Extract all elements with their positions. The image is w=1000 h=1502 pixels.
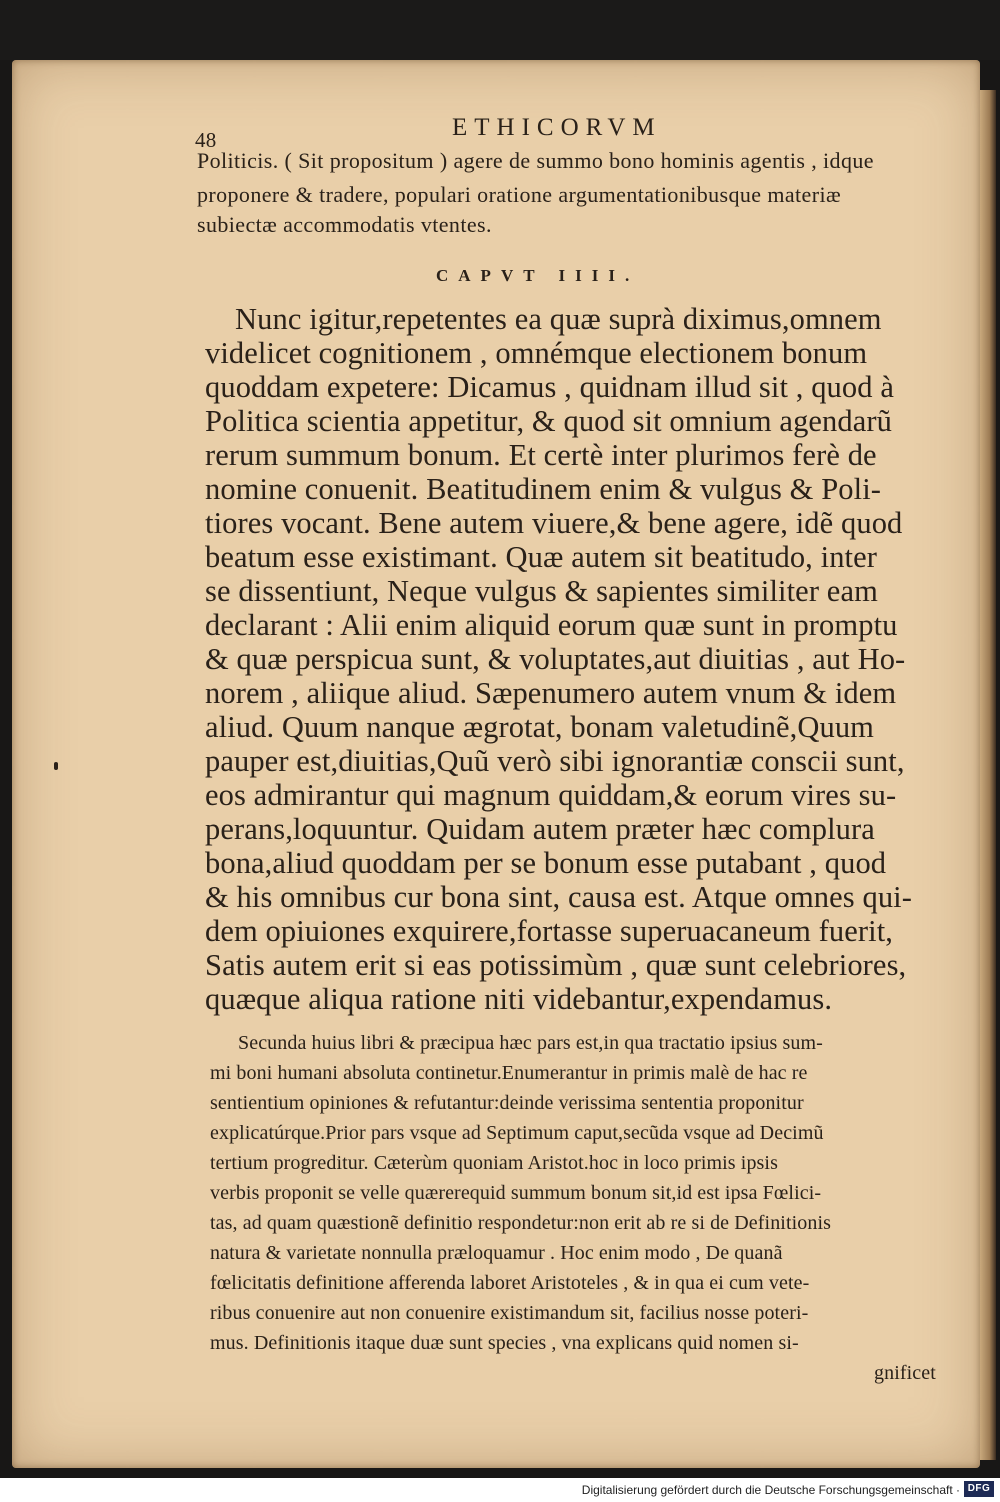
- commentary-line: verbis proponit se velle quærerequid summum bonum sit,id est ipsa Fœlici-: [210, 1182, 822, 1204]
- main-text-line: eos admirantur qui magnum quiddam,& eorum vires su-: [205, 778, 897, 812]
- commentary-line: natura & varietate nonnulla præloquamur . Hoc enim modo , De quanã: [210, 1242, 783, 1264]
- main-text-line: tiores vocant. Bene autem viuere,& bene agere, idẽ quod: [205, 506, 903, 540]
- main-text-line: declarant : Alii enim aliquid eorum quæ sunt in promptu: [205, 608, 898, 642]
- main-text-line: Politica scientia appetitur, & quod sit omnium agendarũ: [205, 404, 892, 438]
- main-text-line: quoddam expetere: Dicamus , quidnam illud sit , quod à: [205, 370, 894, 404]
- main-text-line: aliud. Quum nanque ægrotat, bonam valetudinẽ,Quum: [205, 710, 874, 744]
- top-passage-line: subiectæ accommodatis vtentes.: [197, 212, 492, 237]
- commentary-line: tertium progreditur. Cæterùm quoniam Aristot.hoc in loco primis ipsis: [210, 1152, 778, 1174]
- main-text-line: nomine conuenit. Beatitudinem enim & vulgus & Poli-: [205, 472, 882, 506]
- commentary-line: ribus conuenire aut non conuenire existimandum sit, facilius nosse poteri-: [210, 1302, 809, 1324]
- main-text-line: & quæ perspicua sunt, & voluptates,aut diuitias , aut Ho-: [205, 642, 906, 676]
- page-edge-shadow: [980, 90, 996, 1460]
- main-text-line: videlicet cognitionem , omnémque electionem bonum: [205, 336, 868, 370]
- main-text-line: norem , aliique aliud. Sæpenumero autem vnum & idem: [205, 676, 897, 710]
- main-text-line: Satis autem erit si eas potissimùm , quæ sunt celebriores,: [205, 948, 907, 982]
- commentary-line: mi boni humani absoluta continetur.Enumerantur in primis malè de hac re: [210, 1062, 808, 1084]
- running-head: ETHICORVM: [452, 114, 662, 141]
- main-text-line: quæque aliqua ratione niti videbantur,expendamus.: [205, 982, 833, 1016]
- main-text-line: dem opiuiones exquirere,fortasse superuacaneum fuerit,: [205, 914, 894, 948]
- top-passage-line: proponere & tradere, populari oratione argumentationibusque materiæ: [197, 182, 842, 207]
- chapter-heading: CAPVT IIII.: [436, 266, 640, 285]
- main-text-line: & his omnibus cur bona sint, causa est. Atque omnes qui-: [205, 880, 913, 914]
- dfg-logo: DFG: [964, 1481, 994, 1497]
- commentary-line: sentientium opiniones & refutantur:deinde verissima sententia proponitur: [210, 1092, 804, 1114]
- commentary-line: fœlicitatis definitione afferenda laboret Aristoteles , & in qua ei cum vete-: [210, 1272, 810, 1294]
- main-text-line: se dissentiunt, Neque vulgus & sapientes similiter eam: [205, 574, 878, 608]
- margin-mark: [54, 762, 58, 770]
- commentary-line: Secunda huius libri & præcipua hæc pars est,in qua tractatio ipsius sum-: [238, 1032, 823, 1054]
- main-text-line: pauper est,diuitias,Quũ verò sibi ignorantiæ conscii sunt,: [205, 744, 905, 778]
- main-text-line: perans,loquuntur. Quidam autem præter hæc complura: [205, 812, 875, 846]
- main-text-line: beatum esse existimant. Quæ autem sit beatitudo, inter: [205, 540, 878, 574]
- footer-credit: Digitalisierung gefördert durch die Deutsche Forschungsgemeinschaft ·: [581, 1483, 960, 1497]
- scan-top-border: [0, 0, 1000, 60]
- top-passage-line: Politicis. ( Sit propositum ) agere de summo bono hominis agentis , idque: [197, 148, 874, 173]
- commentary-line: tas, ad quam quæstionẽ definitio respondetur:non erit ab re si de Definitionis: [210, 1212, 832, 1234]
- commentary-line: mus. Definitionis itaque duæ sunt species , vna explicans quid nomen si-: [210, 1332, 799, 1354]
- page-number: 48: [195, 128, 217, 152]
- main-text-line: rerum summum bonum. Et certè inter plurimos ferè de: [205, 438, 877, 472]
- commentary-line: gnificet: [874, 1362, 936, 1384]
- commentary-line: explicatúrque.Prior pars vsque ad Septimum caput,secũda vsque ad Decimũ: [210, 1122, 824, 1144]
- main-text-line: bona,aliud quoddam per se bonum esse putabant , quod: [205, 846, 887, 880]
- main-text-line: Nunc igitur,repetentes ea quæ suprà diximus,omnem: [235, 302, 882, 336]
